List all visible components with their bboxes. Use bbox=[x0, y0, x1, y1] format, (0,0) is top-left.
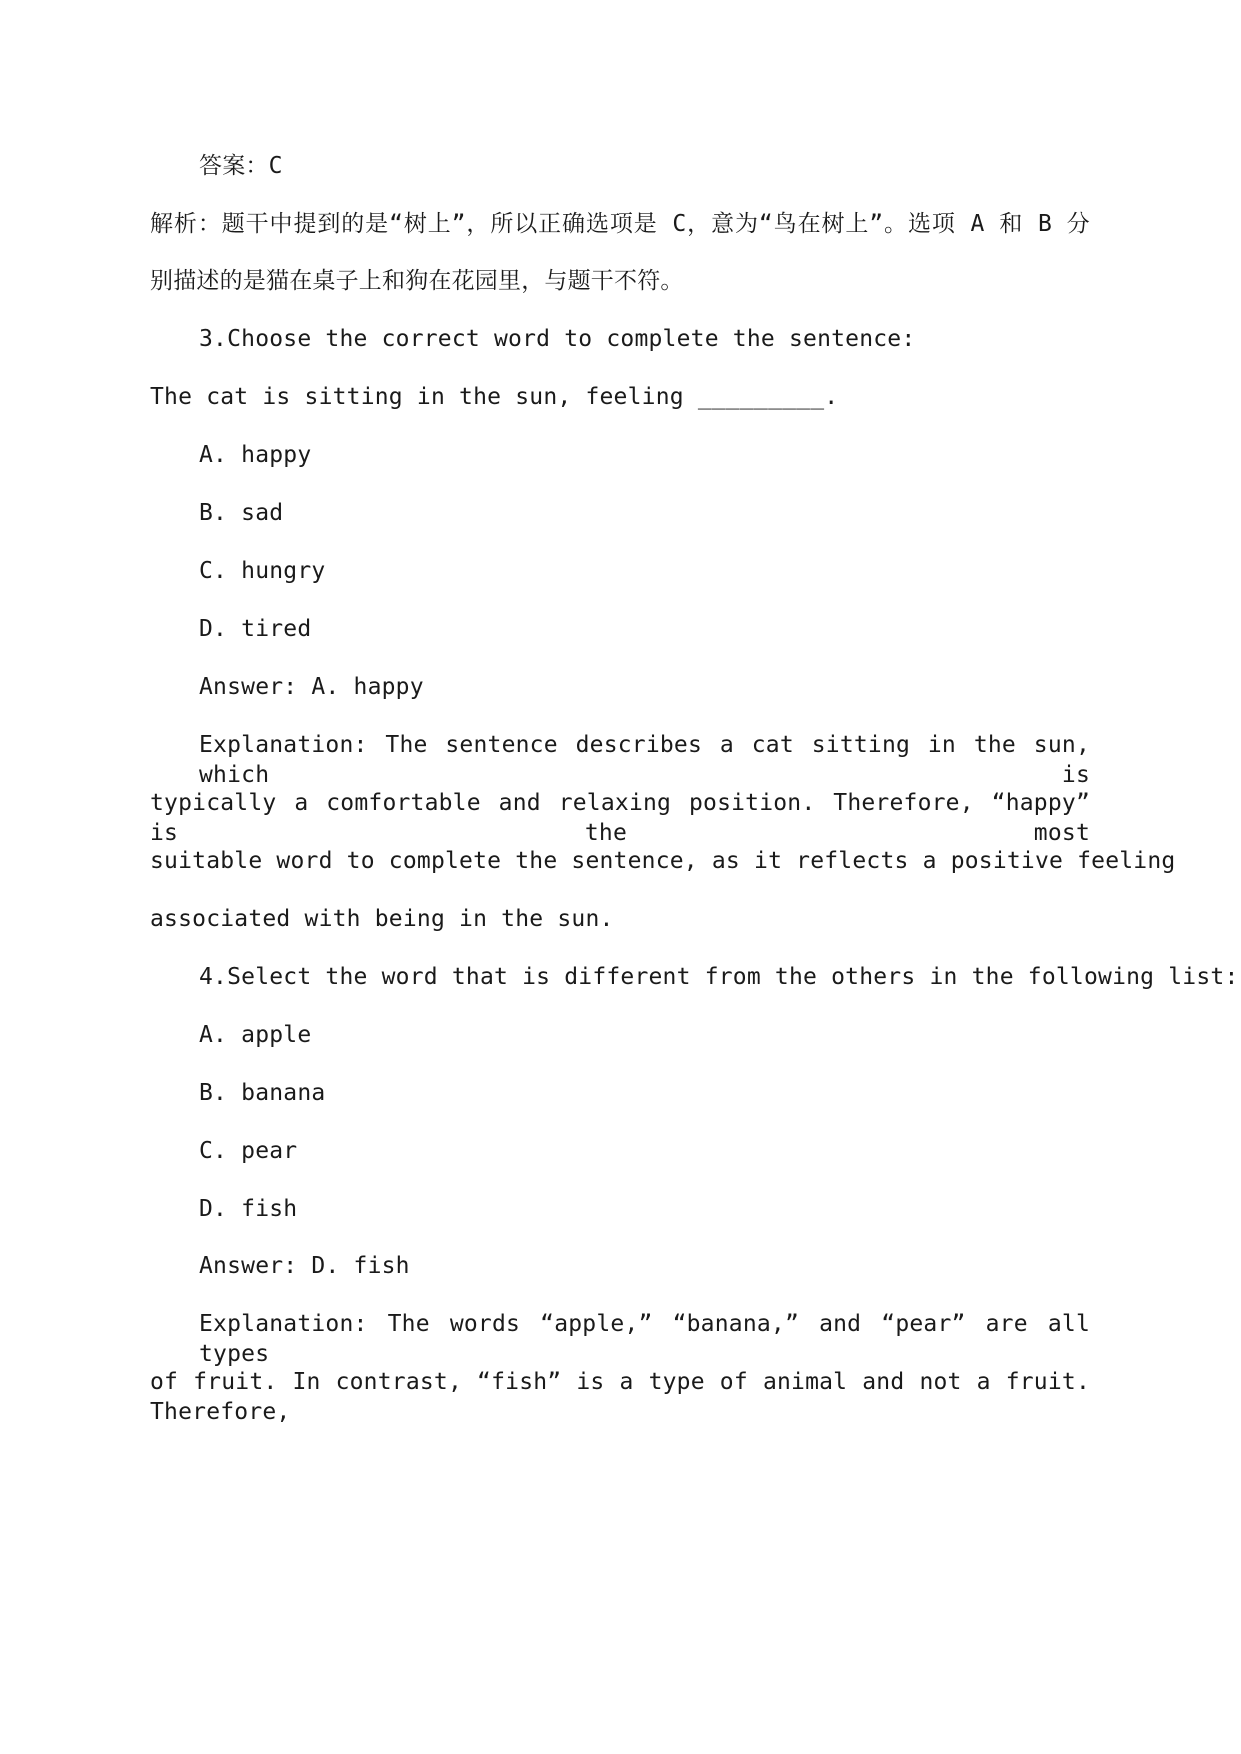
q3-explanation-line-1: Explanation: The sentence describes a cat sitting in the sun, which is bbox=[199, 732, 1090, 788]
q4-explanation-line-2: of fruit. In contrast, “fish” is a type of animal and not a fruit. Therefore, bbox=[150, 1369, 1090, 1425]
q4-option-d: D. fish bbox=[199, 1196, 298, 1222]
q3-sentence: The cat is sitting in the sun, feeling _________. bbox=[150, 384, 839, 410]
q2-explanation-line-1: 解析：题干中提到的是“树上”，所以正确选项是 C，意为“鸟在树上”。选项 A 和 B 分 bbox=[150, 211, 1090, 237]
q3-stem: 3.Choose the correct word to complete the sentence: bbox=[199, 326, 916, 352]
q3-explanation-line-2: typically a comfortable and relaxing position. Therefore, “happy” is the most bbox=[150, 790, 1090, 846]
q3-explanation-line-3: suitable word to complete the sentence, as it reflects a positive feeling bbox=[150, 848, 1176, 874]
q3-explanation-line-4: associated with being in the sun. bbox=[150, 906, 614, 932]
q3-option-c: C. hungry bbox=[199, 558, 326, 584]
q4-stem: 4.Select the word that is different from the others in the following list: bbox=[199, 964, 1239, 990]
q2-explanation-line-2: 别描述的是猫在桌子上和狗在花园里，与题干不符。 bbox=[150, 268, 684, 294]
q3-option-b: B. sad bbox=[199, 500, 284, 526]
q4-explanation-line-1: Explanation: The words “apple,” “banana,” and “pear” are all types bbox=[199, 1311, 1090, 1367]
q4-option-a: A. apple bbox=[199, 1022, 312, 1048]
q3-option-a: A. happy bbox=[199, 442, 312, 468]
q3-answer: Answer: A. happy bbox=[199, 674, 424, 700]
q3-option-d: D. tired bbox=[199, 616, 312, 642]
q4-option-b: B. banana bbox=[199, 1080, 326, 1106]
q4-answer: Answer: D. fish bbox=[199, 1253, 410, 1279]
q4-option-c: C. pear bbox=[199, 1138, 298, 1164]
q2-answer: 答案：C bbox=[199, 153, 283, 179]
